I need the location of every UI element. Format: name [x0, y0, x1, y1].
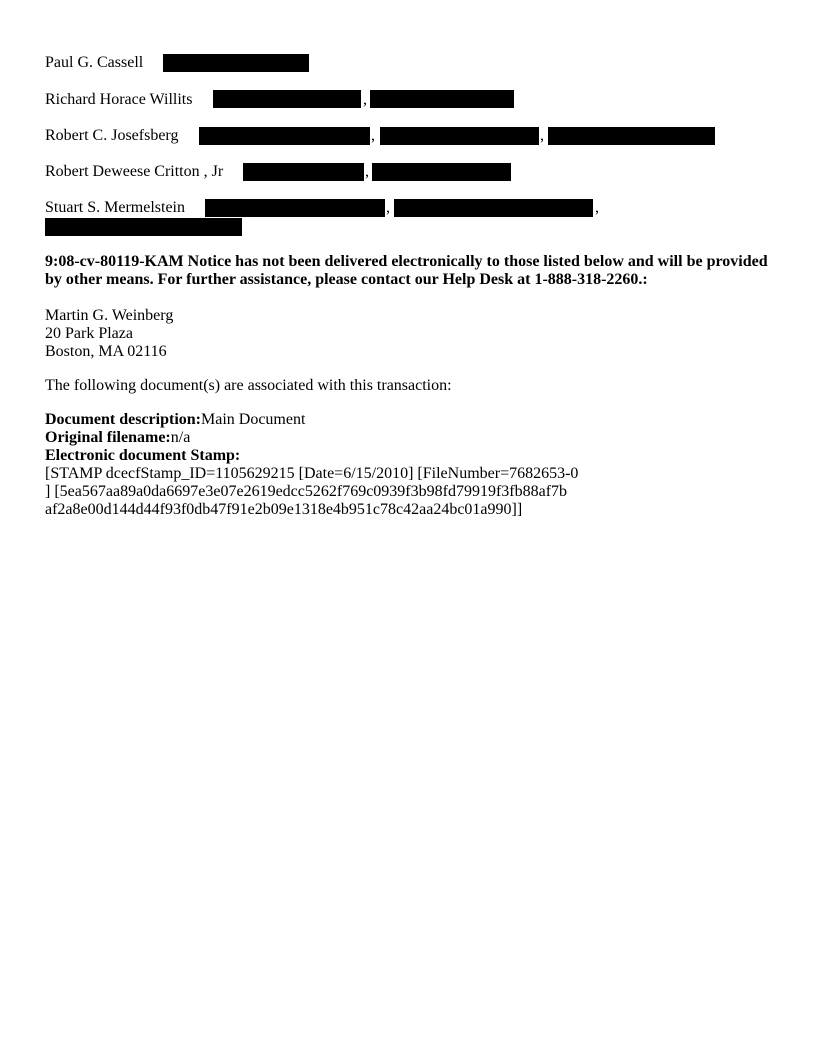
recipient-row — [45, 90, 785, 109]
separator: , — [363, 91, 367, 108]
separator: , — [386, 199, 390, 216]
recipient-row — [45, 162, 785, 181]
redacted-email — [380, 127, 539, 145]
redacted-email — [213, 90, 361, 108]
electronic-stamp-label: Electronic document Stamp: — [45, 447, 241, 464]
redacted-email — [548, 127, 715, 145]
redacted-email — [372, 163, 511, 181]
address-name: Martin G. Weinberg — [45, 307, 174, 324]
recipient-name: Robert C. Josefsberg — [45, 127, 179, 144]
original-filename-value: n/a — [170, 429, 191, 446]
redacted-email — [163, 54, 309, 72]
separator: , — [595, 199, 599, 216]
separator: , — [365, 163, 369, 180]
redacted-email — [243, 163, 364, 181]
redacted-email — [45, 218, 242, 236]
associated-documents-intro: The following document(s) are associated with this transaction: — [45, 377, 452, 394]
document-description-value: Main Document — [200, 411, 306, 428]
recipient-row — [45, 53, 785, 72]
recipient-row — [45, 198, 785, 217]
electronic-stamp-line: [STAMP dcecfStamp_ID=1105629215 [Date=6/15/2010] [FileNumber=7682653-0 — [45, 465, 579, 482]
redacted-email — [370, 90, 514, 108]
separator: , — [540, 127, 544, 144]
recipient-name: Stuart S. Mermelstein — [45, 199, 185, 216]
document-info — [45, 411, 785, 519]
document-description — [45, 411, 785, 429]
recipient-row — [45, 126, 785, 145]
address-street: 20 Park Plaza — [45, 325, 133, 342]
original-filename-label: Original filename: — [45, 429, 171, 446]
separator: , — [371, 127, 375, 144]
electronic-stamp-line: ] [5ea567aa89a0da6697e3e07e2619edcc5262f769c0939f3b98fd79919f3fb88af7b — [45, 483, 568, 500]
original-filename — [45, 429, 785, 447]
recipient-row-continued — [45, 217, 785, 236]
redacted-email — [394, 199, 593, 217]
recipient-name: Robert Deweese Critton , Jr — [45, 163, 224, 180]
address-city: Boston, MA 02116 — [45, 343, 167, 360]
delivery-notice: 9:08-cv-80119-KAM Notice has not been delivered electronically to those listed below and will be provided by other means. For further assistance, please contact our Help Desk at 1-888-318-2260.: — [45, 253, 768, 288]
document-description-label: Document description: — [45, 411, 201, 428]
mailing-address — [45, 307, 785, 361]
recipient-name: Paul G. Cassell — [45, 54, 144, 71]
electronic-stamp-line: af2a8e00d144d44f93f0db47f91e2b09e1318e4b951c78c42aa24bc01a990]] — [45, 501, 523, 518]
redacted-email — [205, 199, 385, 217]
recipient-name: Richard Horace Willits — [45, 91, 193, 108]
redacted-email — [199, 127, 370, 145]
